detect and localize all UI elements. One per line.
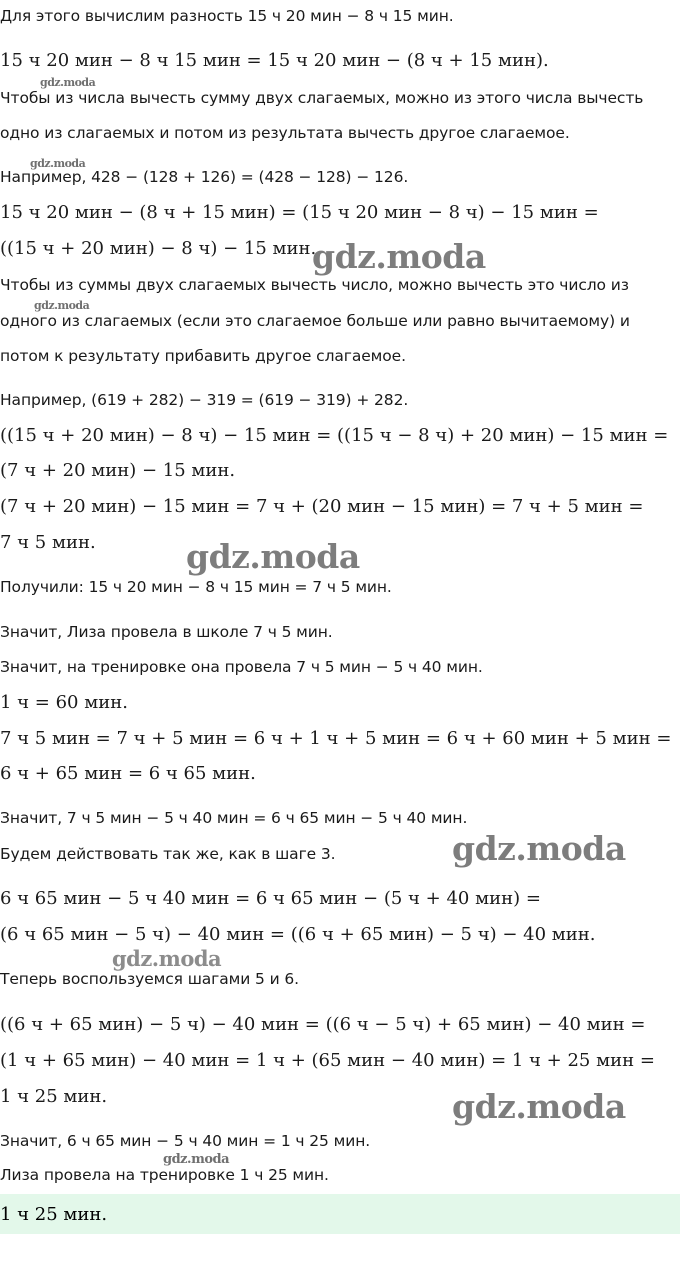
text-line: Значит, на тренировке она провела 7 ч 5 мин − 5 ч 40 мин. — [0, 658, 483, 676]
math-line: (6 ч 65 мин − 5 ч) − 40 мин = ((6 ч + 65 мин) − 5 ч) − 40 мин. — [0, 924, 596, 945]
text-line: Будем действовать так же, как в шаге 3. — [0, 845, 336, 863]
math-line: ((15 ч + 20 мин) − 8 ч) − 15 мин. — [0, 238, 317, 259]
math-line: 6 ч 65 мин − 5 ч 40 мин = 6 ч 65 мин − (5 ч + 40 мин) = — [0, 888, 541, 909]
watermark: gdz.moda — [452, 1087, 626, 1126]
text-line: Например, (619 + 282) − 319 = (619 − 319) + 282. — [0, 391, 409, 409]
math-line: 7 ч 5 мин = 7 ч + 5 мин = 6 ч + 1 ч + 5 мин = 6 ч + 60 мин + 5 мин = — [0, 728, 672, 749]
answer-text: 1 ч 25 мин. — [0, 1204, 108, 1225]
text-line: Чтобы из числа вычесть сумму двух слагаемых, можно из этого числа вычесть — [0, 89, 644, 107]
math-line: 15 ч 20 мин − (8 ч + 15 мин) = (15 ч 20 мин − 8 ч) − 15 мин = — [0, 202, 599, 223]
watermark: gdz.moda — [40, 76, 96, 89]
math-line: 7 ч 5 мин. — [0, 532, 96, 553]
text-line: Теперь воспользуемся шагами 5 и 6. — [0, 970, 299, 988]
math-line: (1 ч + 65 мин) − 40 мин = 1 ч + (65 мин − 40 мин) = 1 ч + 25 мин = — [0, 1050, 655, 1071]
watermark: gdz.moda — [452, 829, 626, 868]
math-line: (7 ч + 20 мин) − 15 мин = 7 ч + (20 мин − 15 мин) = 7 ч + 5 мин = — [0, 496, 644, 517]
math-line: ((6 ч + 65 мин) − 5 ч) − 40 мин = ((6 ч − 5 ч) + 65 мин) − 40 мин = — [0, 1014, 646, 1035]
text-line: Чтобы из суммы двух слагаемых вычесть число, можно вычесть это число из — [0, 276, 629, 294]
watermark: gdz.moda — [34, 299, 90, 312]
math-line: 6 ч + 65 мин = 6 ч 65 мин. — [0, 763, 256, 784]
math-line: 1 ч = 60 мин. — [0, 692, 128, 713]
text-line: Например, 428 − (128 + 126) = (428 − 128) − 126. — [0, 168, 409, 186]
watermark: gdz.moda — [163, 1152, 230, 1167]
text-line: одного из слагаемых (если это слагаемое больше или равно вычитаемому) и — [0, 312, 630, 330]
math-line: 1 ч 25 мин. — [0, 1086, 108, 1107]
text-line: Получили: 15 ч 20 мин − 8 ч 15 мин = 7 ч 5 мин. — [0, 578, 392, 596]
math-line: (7 ч + 20 мин) − 15 мин. — [0, 460, 236, 481]
watermark: gdz.moda — [312, 237, 486, 276]
text-line: Значит, 7 ч 5 мин − 5 ч 40 мин = 6 ч 65 мин − 5 ч 40 мин. — [0, 809, 468, 827]
text-line: Лиза провела на тренировке 1 ч 25 мин. — [0, 1166, 329, 1184]
text-line: Значит, 6 ч 65 мин − 5 ч 40 мин = 1 ч 25 мин. — [0, 1132, 371, 1150]
answer-box — [0, 1194, 680, 1234]
text-line: Значит, Лиза провела в школе 7 ч 5 мин. — [0, 623, 333, 641]
text-line: потом к результату прибавить другое слагаемое. — [0, 347, 406, 365]
math-line: ((15 ч + 20 мин) − 8 ч) − 15 мин = ((15 ч − 8 ч) + 20 мин) − 15 мин = — [0, 425, 669, 446]
text-line: одно из слагаемых и потом из результата вычесть другое слагаемое. — [0, 124, 570, 142]
watermark: gdz.moda — [186, 537, 360, 576]
watermark: gdz.moda — [112, 946, 222, 971]
watermark: gdz.moda — [30, 157, 86, 170]
text-line: Для этого вычислим разность 15 ч 20 мин − 8 ч 15 мин. — [0, 7, 454, 25]
math-line: 15 ч 20 мин − 8 ч 15 мин = 15 ч 20 мин − (8 ч + 15 мин). — [0, 50, 549, 71]
